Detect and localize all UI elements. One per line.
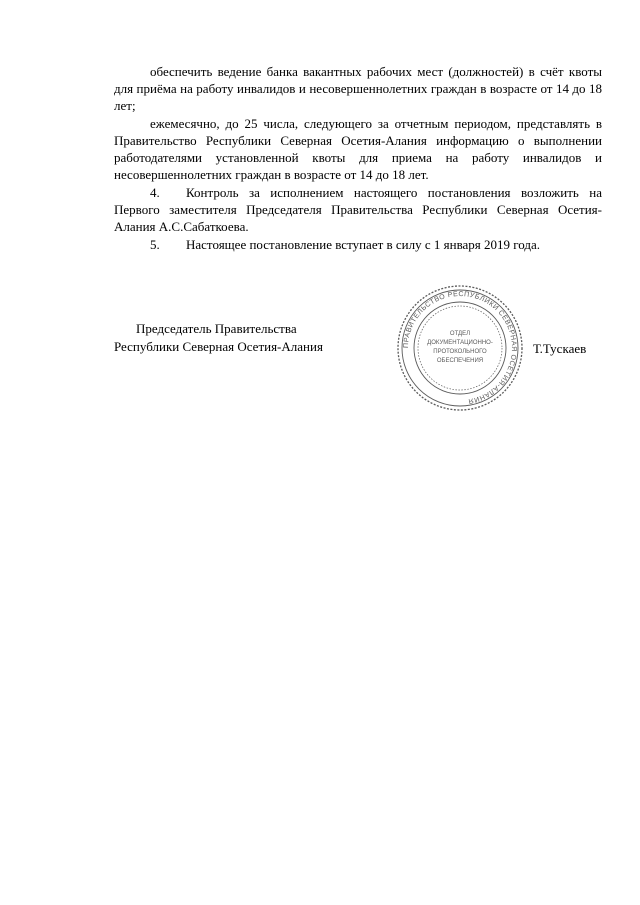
seal-ring-text: ПРАВИТЕЛЬСТВО РЕСПУБЛИКИ СЕВЕРНАЯ ОСЕТИЯ-АЛАНИЯ bbox=[402, 290, 518, 405]
svg-text:ОТДЕЛ: ОТДЕЛ bbox=[449, 331, 471, 337]
official-seal-stamp bbox=[395, 283, 525, 413]
signature-block bbox=[114, 320, 323, 356]
svg-text:ПРОТОКОЛЬНОГО: ПРОТОКОЛЬНОГО bbox=[433, 349, 487, 355]
svg-text:ДОКУМЕНТАЦИОННО-: ДОКУМЕНТАЦИОННО- bbox=[427, 340, 493, 346]
item-effective-date bbox=[114, 236, 602, 253]
item-text: Контроль за исполнением настоящего постановления возложить на Первого заместителя Председателя Правительства Республики Северная Осетия-Алания А.С.Сабаткоева. bbox=[114, 185, 602, 234]
item-number: 4. bbox=[150, 185, 160, 200]
paragraph-monthly-report: ежемесячно, до 25 числа, следующего за отчетным периодом, представлять в Правительство Республики Северная Осетия-Алания информацию о выполнении работодателями установленной квоты для приема на работу инвалидов и несовершеннолетних граждан в возрасте от 14 до 18 лет. bbox=[114, 116, 602, 182]
paragraph-bank-vacancies: обеспечить ведение банка вакантных рабочих мест (должностей) в счёт квоты для приёма на работу инвалидов и несовершеннолетних граждан в возрасте от 14 до 18 лет; bbox=[114, 64, 602, 113]
item-control bbox=[114, 184, 602, 235]
document-body bbox=[114, 63, 602, 253]
signer-title-line2: Республики Северная Осетия-Алания bbox=[114, 339, 323, 354]
item-number: 5. bbox=[150, 237, 160, 252]
signer-title-line1: Председатель Правительства bbox=[136, 321, 297, 336]
svg-text:ПРАВИТЕЛЬСТВО РЕСПУБЛИКИ СЕВЕР bbox=[403, 291, 517, 404]
signer-name: Т.Тускаев bbox=[533, 341, 587, 356]
svg-text:ОБЕСПЕЧЕНИЯ: ОБЕСПЕЧЕНИЯ bbox=[436, 358, 484, 364]
item-text: Настоящее постановление вступает в силу с 1 января 2019 года. bbox=[186, 237, 541, 252]
